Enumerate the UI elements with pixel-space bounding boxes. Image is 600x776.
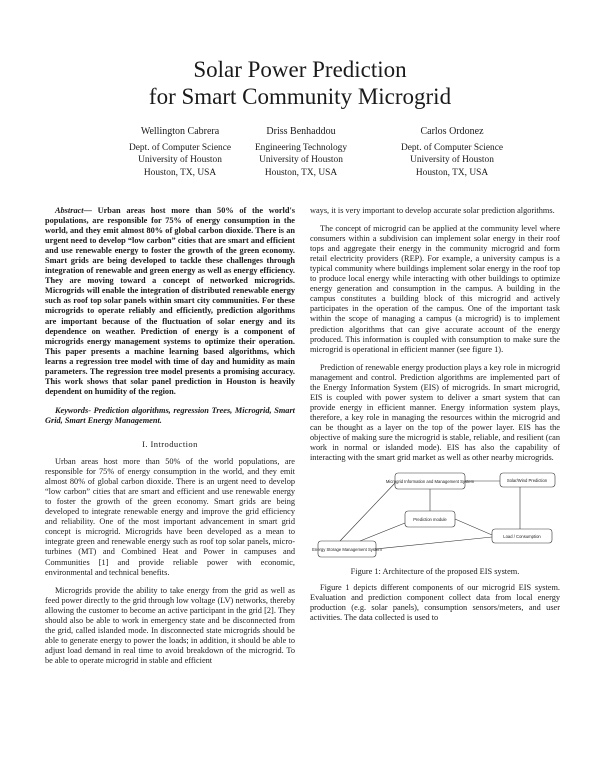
author-city: Houston, TX, USA [264,167,338,178]
intro-paragraph-1: Urban areas host more than 50% of the world populations, are responsible for 75% of energy consumption in the world, and they emit almost 80% of global carbon dioxide. There is an urgent need to develop “low carbon” cities that are smart and efficient and use renewable energy to foster the growth of the green economy. Smart grids are being developed to integrate renewable energy and improve the grid efficiency and reliability. One of the most important advancement in smart grid concept is microgrid. Microgrids have been developed as a mean to integrate green and renewable energy such as roof top solar panels, micro-turbines (MT) and Combined Heat and Power in campuses and Communities [1] and provide reliable power with economic, environmental and technical benefits. [45,457,295,577]
title-line-2: for Smart Community Microgrid [148,84,452,109]
left-column [45,206,295,674]
right-column [310,206,560,631]
author-name: Driss Benhaddou [266,126,336,137]
diagram-label-prediction: Prediction module [413,517,447,523]
author-univ: University of Houston [410,155,494,165]
author-3 [357,126,547,179]
author-city: Houston, TX, USA [415,167,489,178]
abstract-text: Urban areas host more than 50% of the world's populations, are responsible for 75% of energy consumption in the world, and they emit almost 80% of global carbon dioxide. There is an urgent need to develop “low carbon” cities that are smart and efficient and use renewable energy to foster the growth of the green economy. Smart grids are being developed to tackle these challenges through integration of renewable and green energy as well as energy efficiency. They are moving toward a concept of networked microgrids. Microgrids will enable the integration of distributed renewable energy such as roof top solar panels within smart city communities. For these microgrids to operate reliably and efficiently, prediction algorithms are important because of the fluctuation of solar energy and its dependence on weather. Prediction of energy is a component of microgrids energy management systems to optimize their operation. This paper presents a machine learning based algorithms, which learns a regression tree model with time of day and humidity as main parameters. The regression tree model presents a promising accuracy. This work shows that solar panel prediction in Houston is heavily dependent on humidity of the region. [45,206,295,396]
right-paragraph-3: Prediction of renewable energy production plays a key role in microgrid management and control. Prediction algorithms are implemented part of the Energy Information System (EIS) of microgrids. In smart microgrid, EIS is coupled with power system to deliver a smart system that can provide energy in efficient manner. Energy information system plays, therefore, a key role in managing the resources within the microgrid and can be thought as a layer on the top of the power layer. EIS has the objective of making sure the microgrid is stable, reliable, and resilient (can work in normal or islanded mode). EIS has also the capability of interacting with the smart grid market as well as other nearby microgrids. [310,362,560,463]
paper-title [0,56,600,110]
author-city: Houston, TX, USA [143,167,217,178]
right-paragraph-1: ways, it is very important to develop accurate solar prediction algorithms. [310,206,555,215]
section-heading-introduction: I. Introduction [142,438,198,449]
abstract [45,206,295,397]
figure-caption: Figure 1: Architecture of the proposed EIS system. [350,567,520,577]
author-name: Carlos Ordonez [420,126,484,137]
keywords: Keywords- Prediction algorithms, regression Trees, Microgrid, Smart Grid, Smart Energy Management. [45,405,295,425]
diagram-label-solar: Solar/Wind Prediction [506,478,548,484]
author-name: Wellington Cabrera [140,126,220,137]
author-dept: Dept. of Computer Science [400,142,504,153]
abstract-label: Abstract— [55,206,92,215]
figure-eis-architecture [310,471,560,563]
author-dept: Engineering Technology [254,142,348,153]
title-line-1: Solar Power Prediction [193,57,407,82]
author-univ: University of Houston [138,155,222,165]
intro-paragraph-2: Microgrids provide the ability to take energy from the grid as well as feed power directly to the grid through low voltage (LV) networks, thereby allowing the customer to become an active participant in the grid [2]. They should also be able to work in emergency state and be disconnected from the grid, called islanded mode. In disconnected state microgrids should be able to generate energy to power the loads; in addition, it should be able to adjust load demand in real time to avoid breakdown of the microgrid. To be able to operate microgrid in stable and efficient [45,585,295,665]
right-paragraph-4: Figure 1 depicts different components of our microgrid EIS system. Evaluation and prediction component collect data from local energy production (e.g. solar panels), consumption sensors/meters, and user activities. The data collected is used to [310,583,560,623]
diagram-label-management: Microgrid Information and Management System [385,479,475,485]
author-dept: Dept. of Computer Science [128,142,232,153]
right-paragraph-2: The concept of microgrid can be applied at the community level where consumers within a subdivision can implement solar energy in their roof tops and aggregate their energy in the community microgrid and form retail electricity providers (REP). For example, a university campus is a typical community where buildings implement solar energy in the roof top to produce local energy while interacting with other buildings to optimize energy generation and consumption in the campus. A building in the campus constitutes a building block of this microgrid and actively participates in the operation of the campus. One of the important task within the scope of managing a campus (a microgrid) is to implement prediction algorithms that can give accurate account of the energy produced. This information is coupled with consumption to make sure the microgrid is operational in efficient manner (see figure 1). [310,224,560,354]
diagram-label-load: Load / Consumption [503,534,541,540]
author-univ: University of Houston [259,155,343,165]
diagram-label-storage: Energy Storage Management System [312,547,382,553]
eis-diagram [310,471,560,563]
